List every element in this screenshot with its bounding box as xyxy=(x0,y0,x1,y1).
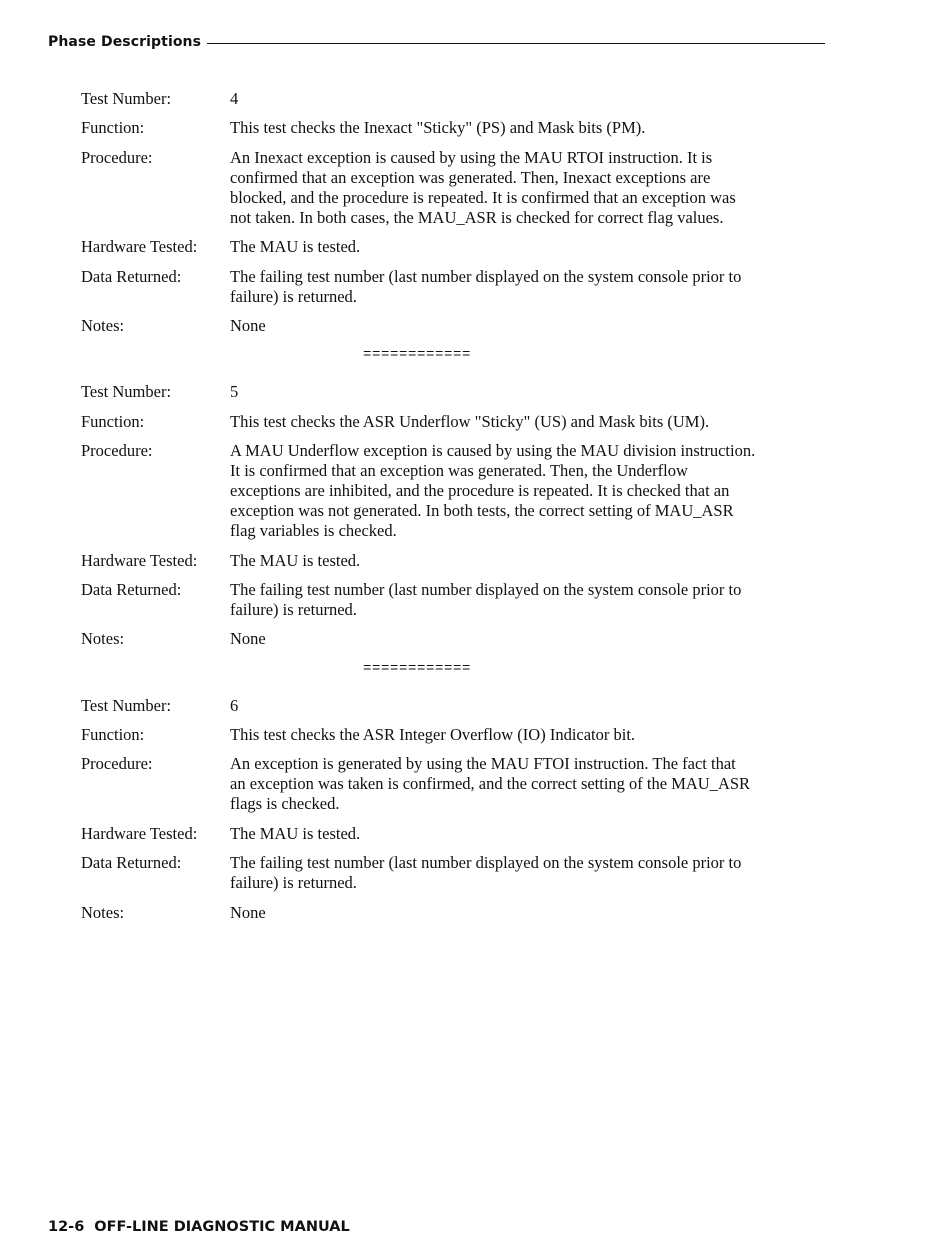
function-row xyxy=(81,725,826,745)
notes-row xyxy=(81,629,826,649)
data-returned-row xyxy=(81,853,826,893)
field-label: Hardware Tested: xyxy=(81,823,198,843)
hardware-tested-row xyxy=(81,824,826,844)
field-label: Notes: xyxy=(81,629,125,649)
field-value: An Inexact exception is caused by using the MAU RTOI instruction. It is confirmed that an exception was generated. Then, Inexact exceptions are blocked, and the procedure is repeated. It is confirmed that an exception was not taken. In both cases, the MAU_ASR is checked for correct flag values. xyxy=(230,147,736,227)
separator: ============ xyxy=(363,660,472,677)
test-descriptions xyxy=(81,89,826,932)
field-label: Data Returned: xyxy=(81,853,182,873)
field-label: Function: xyxy=(81,118,145,138)
field-label: Notes: xyxy=(81,315,125,335)
data-returned-row xyxy=(81,267,826,307)
field-value: 5 xyxy=(230,382,239,402)
field-label: Data Returned: xyxy=(81,266,182,286)
test-number-row xyxy=(81,89,826,109)
test-number-row xyxy=(81,696,826,716)
field-value: A MAU Underflow exception is caused by using the MAU division instruction. It is confirmed that an exception was generated. Then, the Underflow exceptions are inhibited, and the procedure is repeated. It is checked that an exception was not generated. In both tests, the correct setting of MAU_ASR flag variables is checked. xyxy=(230,441,756,541)
field-value: None xyxy=(230,315,266,335)
separator: ============ xyxy=(363,347,472,364)
field-label: Test Number: xyxy=(81,382,172,402)
field-label: Function: xyxy=(81,725,145,745)
test-block-6 xyxy=(81,696,826,923)
field-label: Notes: xyxy=(81,902,125,922)
field-label: Procedure: xyxy=(81,754,153,774)
field-value: The failing test number (last number displayed on the system console prior to failure) is returned. xyxy=(230,579,742,619)
field-label: Test Number: xyxy=(81,89,172,108)
field-value: None xyxy=(230,902,266,922)
field-label: Data Returned: xyxy=(81,579,182,599)
test-block-4 xyxy=(81,89,826,336)
field-label: Hardware Tested: xyxy=(81,237,198,257)
procedure-row xyxy=(81,441,826,541)
hardware-tested-row xyxy=(81,237,826,257)
field-label: Test Number: xyxy=(81,695,172,715)
function-row xyxy=(81,412,826,432)
field-label: Procedure: xyxy=(81,147,153,167)
notes-row xyxy=(81,316,826,336)
field-label: Procedure: xyxy=(81,441,153,461)
procedure-row xyxy=(81,754,826,814)
field-value: The MAU is tested. xyxy=(230,237,361,257)
field-label: Hardware Tested: xyxy=(81,550,198,570)
header-rule xyxy=(207,43,825,44)
field-value: 4 xyxy=(230,89,239,108)
test-number-row xyxy=(81,382,826,402)
field-value: None xyxy=(230,629,266,649)
manual-title: OFF-LINE DIAGNOSTIC MANUAL xyxy=(94,1219,350,1235)
field-value: 6 xyxy=(230,695,239,715)
data-returned-row xyxy=(81,580,826,620)
field-value: This test checks the ASR Underflow "Sticky" (US) and Mask bits (UM). xyxy=(230,411,710,431)
field-value: The MAU is tested. xyxy=(230,823,361,843)
field-value: The MAU is tested. xyxy=(230,550,361,570)
page-number: 12-6 xyxy=(48,1219,85,1235)
page-footer xyxy=(48,1219,350,1235)
page-header xyxy=(48,34,825,50)
field-value: This test checks the Inexact "Sticky" (PS) and Mask bits (PM). xyxy=(230,118,646,138)
section-title: Phase Descriptions xyxy=(48,34,202,50)
function-row xyxy=(81,118,826,138)
field-value: The failing test number (last number displayed on the system console prior to failure) is returned. xyxy=(230,266,742,306)
field-value: This test checks the ASR Integer Overflow (IO) Indicator bit. xyxy=(230,725,636,745)
field-value: An exception is generated by using the MAU FTOI instruction. The fact that an exception was taken is confirmed, and the correct setting of the MAU_ASR flags is checked. xyxy=(230,754,751,814)
procedure-row xyxy=(81,148,826,228)
hardware-tested-row xyxy=(81,551,826,571)
test-block-5 xyxy=(81,382,826,649)
field-value: The failing test number (last number displayed on the system console prior to failure) is returned. xyxy=(230,853,742,893)
field-label: Function: xyxy=(81,411,145,431)
notes-row xyxy=(81,903,826,923)
